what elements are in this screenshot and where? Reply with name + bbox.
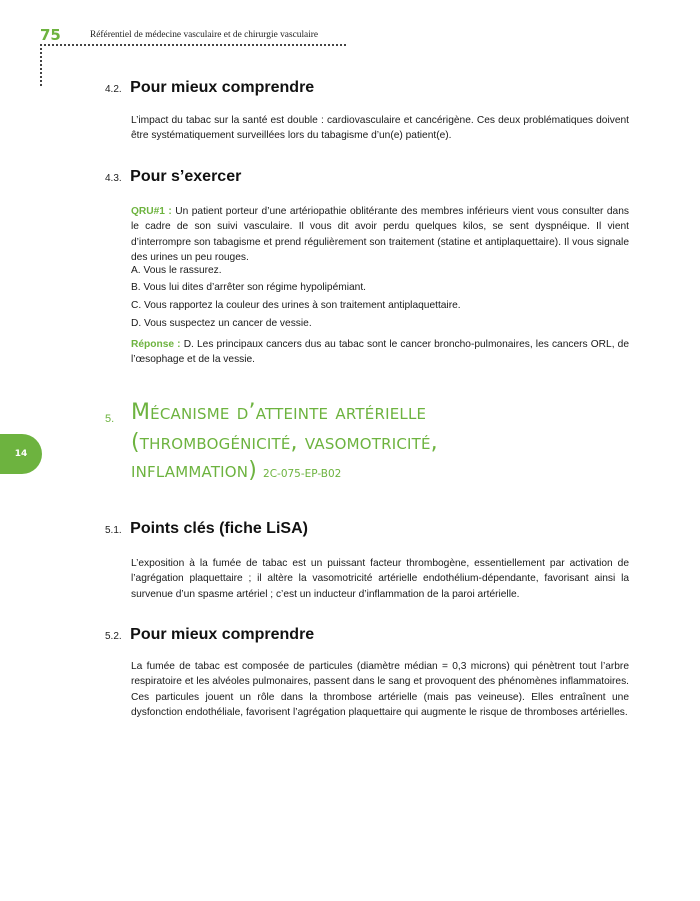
page-header — [40, 26, 346, 46]
chapter-tab — [0, 434, 42, 474]
answer-option-c: C. Vous rapportez la couleur des urines à son traitement antiplaquettaire. — [131, 300, 461, 311]
objective-code: 2C-075-EP-B02 — [263, 468, 342, 480]
qru-question — [131, 204, 629, 266]
answer-option-a: A. Vous le rassurez. — [131, 265, 222, 276]
heading-line-3-wrap — [131, 458, 341, 483]
section-title: Pour s’exercer — [130, 168, 242, 185]
section-5-2-paragraph: La fumée de tabac est composée de particules (diamètre médian = 0,3 microns) qui pénètrent tout l’arbre respiratoire et les alvéoles pulmonaires, passent dans le sang et provoquent des phénomènes inflammatoires. Ces particules jouent un rôle dans la thrombose artérielle (mais pas veineuse). Elles entraînent une dysfonction endothéliale, favorisent l’agrégation plaquettaire qui augmente le risque de thromboses artérielles. — [131, 661, 629, 719]
header-dotted-rule — [40, 44, 346, 46]
section-number: 4.2. — [105, 84, 122, 95]
section-5-1-heading — [105, 520, 308, 538]
page-number: 75 — [40, 26, 61, 44]
heading-line-1: Mécanisme d’atteinte artérielle — [131, 400, 427, 425]
section-5-1-paragraph: L’exposition à la fumée de tabac est un puissant facteur thrombogène, essentiellement par activation de l’agrégation plaquettaire ; il altère la vasomotricité artérielle endothélium-dépendante, favorisant ainsi la survenue d’un spasme artériel ; c’est un inducteur d’inflammation de la paroi artérielle. — [131, 558, 629, 600]
section-number: 4.3. — [105, 173, 122, 184]
answer-text: D. Les principaux cancers dus au tabac sont le cancer broncho-pulmonaires, les cancers ORL, de l’œsophage et de la vessie. — [131, 339, 629, 366]
qru-label: QRU#1 : — [131, 206, 172, 217]
qru-answer — [131, 337, 629, 368]
heading-line-2: (thrombogénicité, vasomotricité, — [131, 430, 438, 455]
answer-option-d: D. Vous suspectez un cancer de vessie. — [131, 318, 312, 329]
section-number: 5.2. — [105, 631, 122, 642]
section-title: Pour mieux comprendre — [130, 79, 315, 96]
section-title: Pour mieux comprendre — [130, 626, 315, 643]
section-4-3-heading — [105, 168, 241, 186]
section-number: 5.1. — [105, 525, 122, 536]
answer-label: Réponse : — [131, 339, 181, 350]
heading-line-3: inflammation) — [131, 458, 258, 483]
answer-option-b: B. Vous lui dites d’arrêter son régime hypolipémiant. — [131, 282, 366, 293]
section-4-2-paragraph: L’impact du tabac sur la santé est double : cardiovasculaire et cancérigène. Ces deux problématiques doivent être systématiquement surveillées lors du tabagisme d’un(e) patient(e). — [131, 115, 629, 142]
section-4-2-heading — [105, 79, 314, 97]
section-title: Points clés (fiche LiSA) — [130, 520, 308, 537]
qru-text: Un patient porteur d’une artériopathie oblitérante des membres inférieurs vient vous consulter dans le cadre de son suivi vasculaire. Il vous dit avoir perdu quelques kilos, se sent dyspnéique. Il vient d’interrompre son tabagisme et prend régulièrement son traitement (statine et antiplaquettaire). Il vous signale des urines un peu rouges. — [131, 206, 629, 264]
running-title: Référentiel de médecine vasculaire et de chirurgie vasculaire — [90, 30, 319, 40]
section-number: 5. — [105, 413, 115, 425]
chapter-number: 14 — [14, 449, 28, 459]
section-5-2-heading — [105, 626, 314, 644]
margin-dotted-rule — [40, 44, 42, 86]
